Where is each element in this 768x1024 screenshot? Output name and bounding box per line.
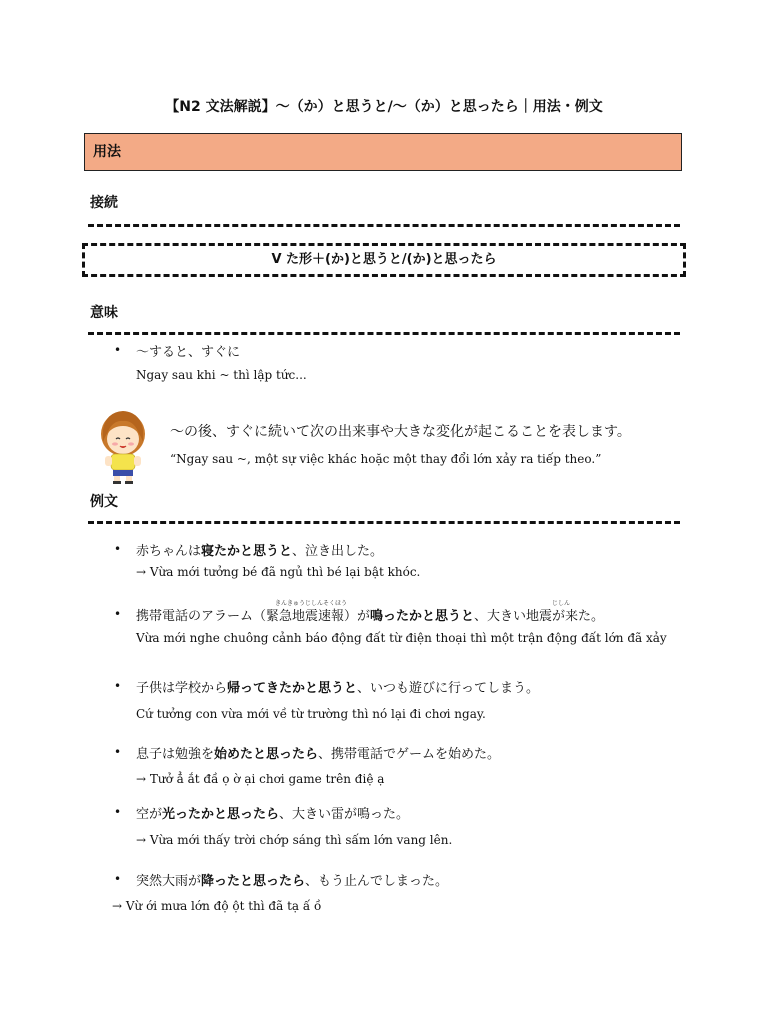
example-vi: → Vừ ới mưa lớn độ ột thì đã tạ ấ ồ (112, 899, 322, 913)
bullet: • (114, 542, 122, 556)
examples-label: 例文 (90, 494, 118, 510)
example-vi: Vừa mới nghe chuông cảnh báo động đất từ điện thoại thì một trận động đất lớn đã xảy (136, 631, 667, 645)
bullet: • (114, 343, 122, 357)
connection-formula: V た形＋(か)と思うと/(か)と思ったら (271, 252, 497, 267)
meaning-vi: Ngay sau khi ~ thì lập tức... (136, 368, 307, 382)
example-jp: 突然大雨が降ったと思ったら、もう止んでしまった。 (136, 874, 449, 889)
usage-section-header: 用法 (84, 133, 682, 171)
example-jp: 空が光ったかと思ったら、大きい雷が鳴った。 (136, 807, 410, 822)
example-jp: 携帯電話のアラーム（緊急地震速報）が鳴ったかと思うと、大きい地震が来た。 (136, 609, 605, 624)
connection-formula-box (82, 243, 686, 277)
example-jp: 息子は勉強を始めたと思ったら、携帯電話でゲームを始めた。 (136, 747, 501, 762)
page-title: 【N2 文法解説】〜（か）と思うと/〜（か）と思ったら｜用法・例文 (165, 99, 603, 115)
character-avatar (98, 408, 148, 484)
meaning-note-jp: 〜の後、すぐに続いて次の出来事や大きな変化が起こることを表します。 (170, 424, 631, 440)
bullet: • (114, 805, 122, 819)
example-vi: → Tưở ẳ ắt đầ ọ ờ ại chơi game trên điệ ạ (136, 772, 385, 786)
furigana: じしん (552, 600, 571, 607)
example-vi: → Vừa mới thấy trời chớp sáng thì sấm lớn vang lên. (136, 833, 453, 847)
bullet: • (114, 607, 122, 621)
furigana: きんきゅうじしんそくほう (275, 600, 348, 607)
example-vi: → Vừa mới tưởng bé đã ngủ thì bé lại bật khóc. (136, 565, 421, 579)
bullet: • (114, 872, 122, 886)
divider (88, 224, 680, 227)
meaning-jp: 〜すると、すぐに (136, 345, 241, 360)
meaning-label: 意味 (90, 305, 118, 321)
example-jp: 子供は学校から帰ってきたかと思うと、いつも遊びに行ってしまう。 (136, 681, 540, 696)
divider (88, 521, 680, 524)
example-jp: 赤ちゃんは寝たかと思うと、泣き出した。 (136, 544, 384, 559)
bullet: • (114, 745, 122, 759)
connection-label: 接続 (90, 195, 118, 211)
meaning-note-vi: “Ngay sau ~, một sự việc khác hoặc một thay đổi lớn xảy ra tiếp theo.” (170, 452, 602, 466)
example-vi: Cứ tưởng con vừa mới về từ trường thì nó lại đi chơi ngay. (136, 707, 486, 721)
bullet: • (114, 679, 122, 693)
divider (88, 332, 680, 335)
